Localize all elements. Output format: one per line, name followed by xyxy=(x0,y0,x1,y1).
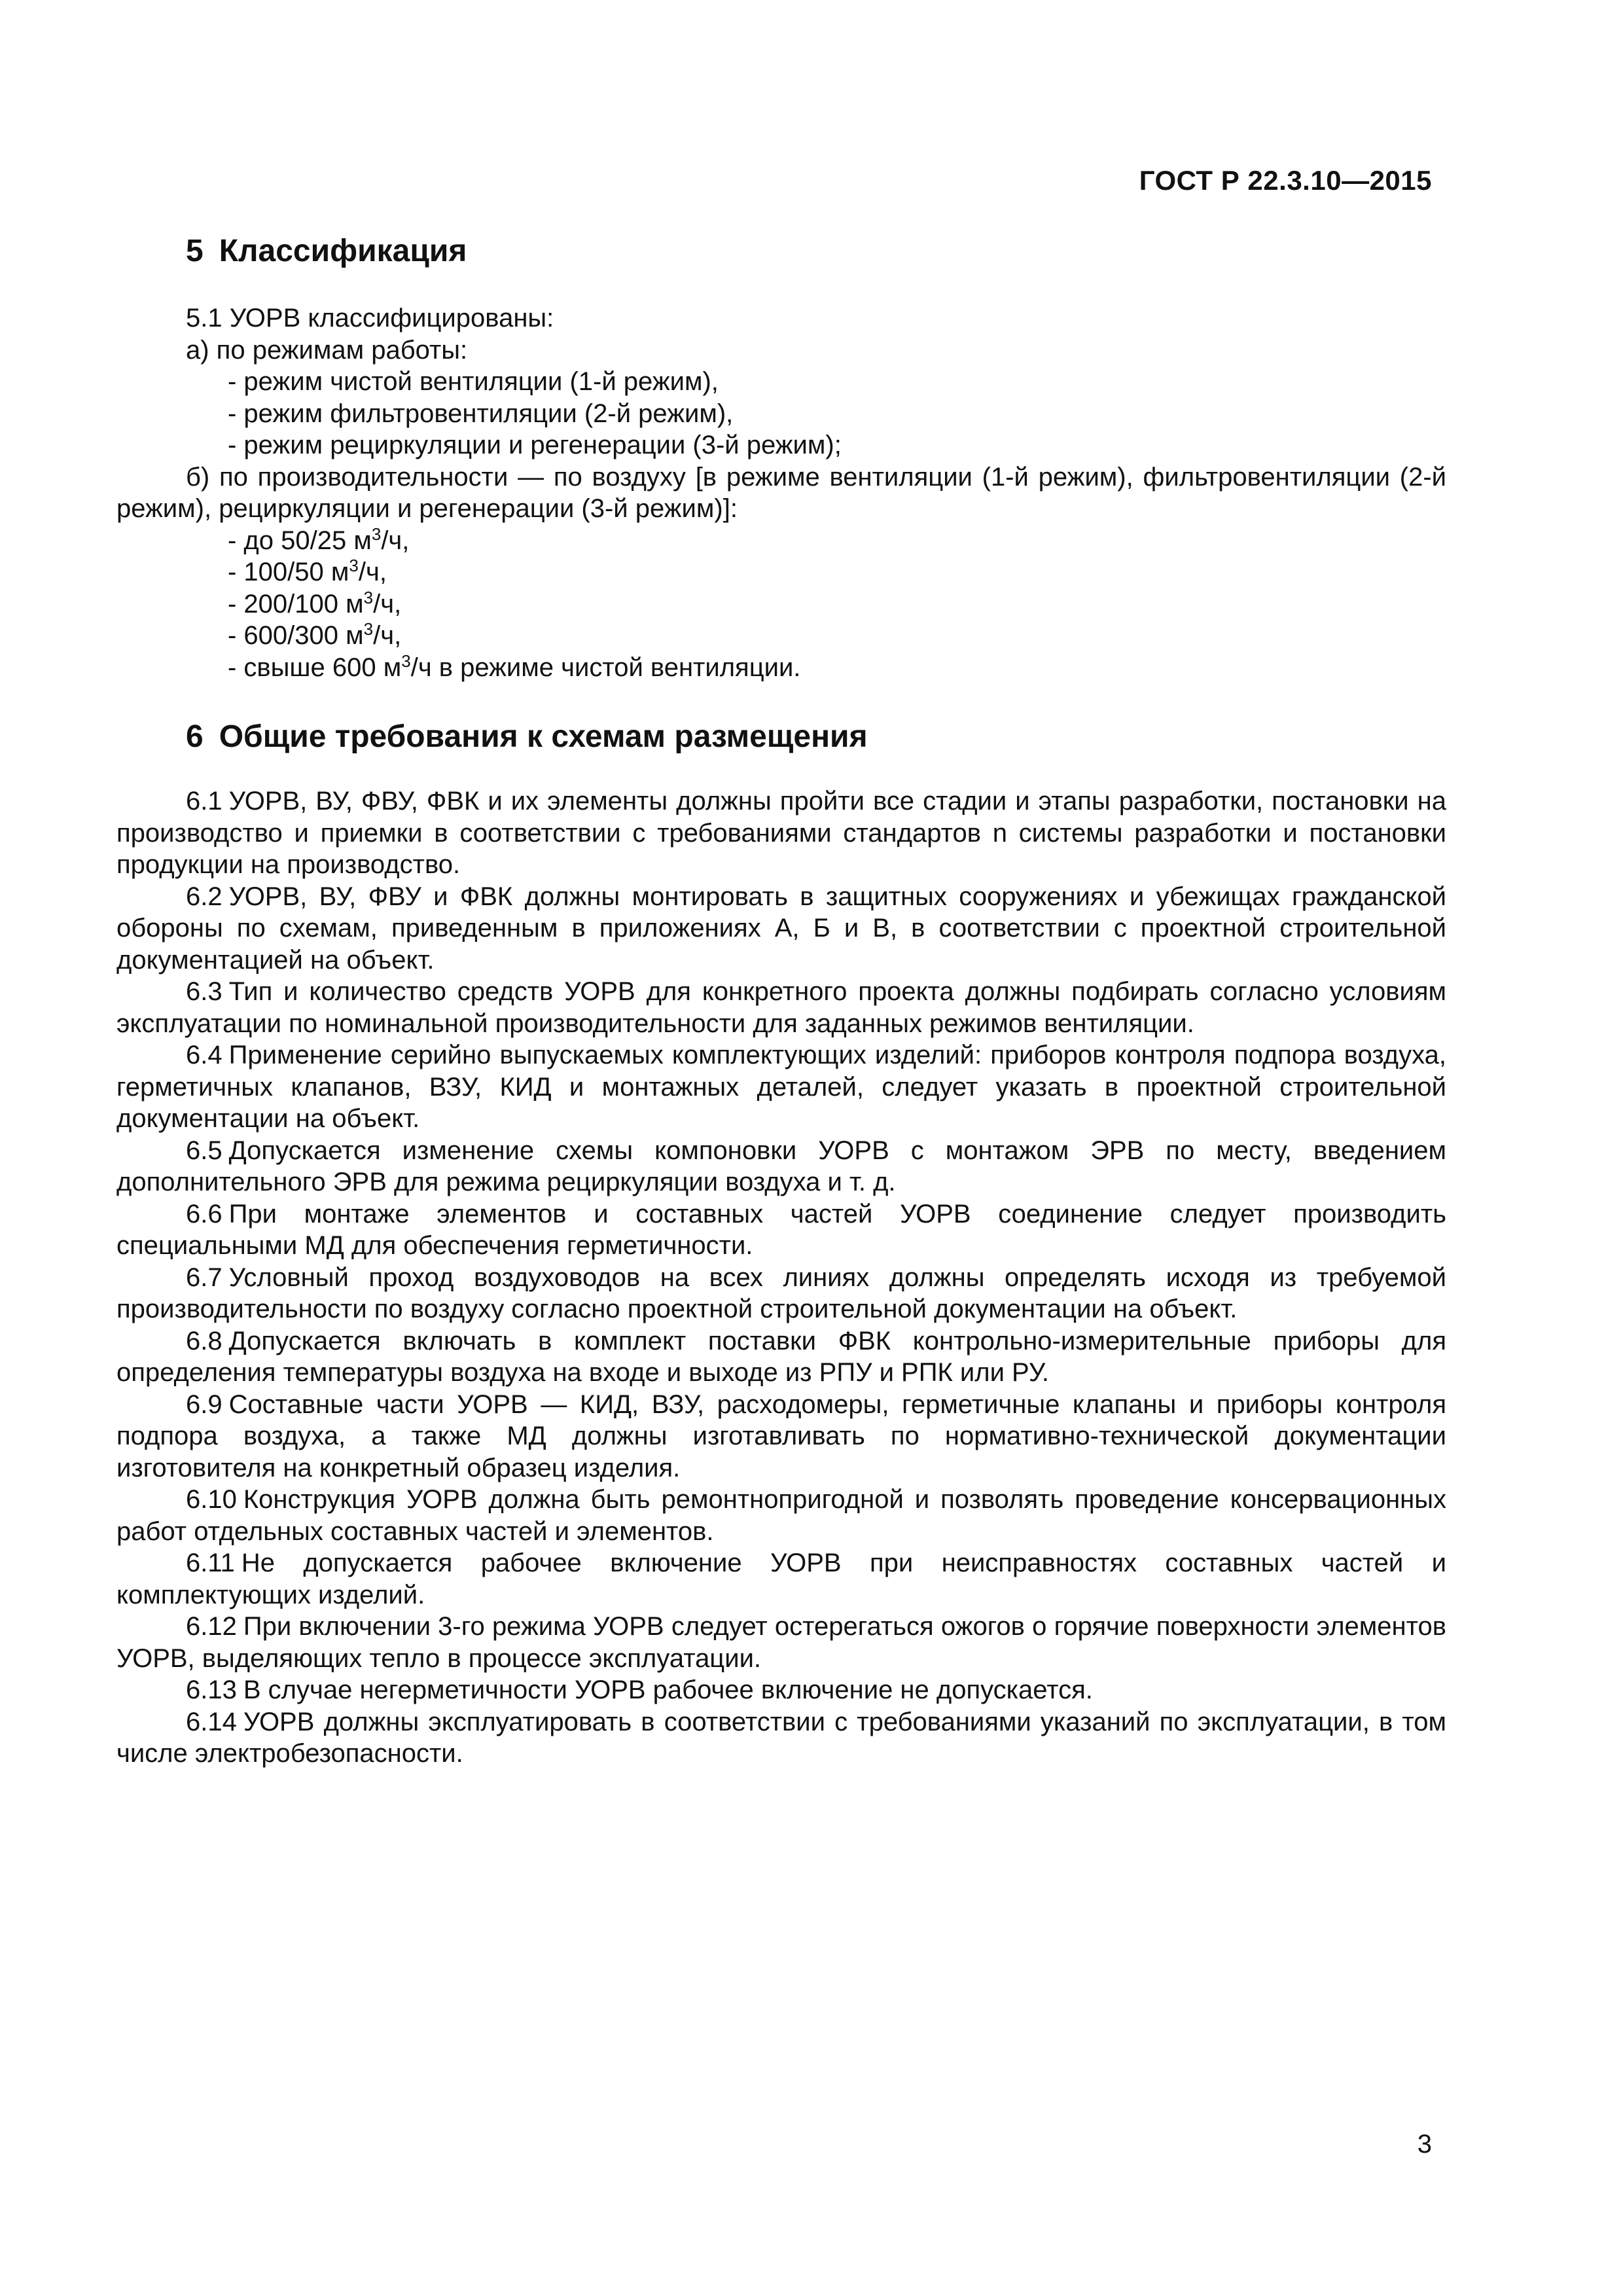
clause-text: При монтаже элементов и составных частей УОРВ соединение следует производить специальными МД для обеспечения герметичности. xyxy=(116,1199,1446,1260)
clause-paragraph xyxy=(116,1262,1446,1325)
clause-number: 6.1 xyxy=(186,787,223,816)
item-a: а) по режимам работы: xyxy=(186,335,468,365)
capacity-item xyxy=(116,620,1446,652)
capacity-superscript: 3 xyxy=(349,556,359,575)
capacity-superscript: 3 xyxy=(401,651,411,671)
capacity-text: - 600/300 м xyxy=(228,621,364,650)
clause-number: 6.10 xyxy=(186,1485,237,1514)
capacity-item xyxy=(116,588,1446,620)
capacity-text: - свыше 600 м xyxy=(228,653,402,682)
clause-text: При включении 3-го режима УОРВ следует остерегаться ожогов о горячие поверхности элементов УОРВ, выделяющих тепло в процессе эксплуатации. xyxy=(116,1612,1446,1673)
capacity-superscript: 3 xyxy=(363,619,374,639)
section-6-title: Общие требования к схемам размещения xyxy=(219,719,868,754)
clause-paragraph xyxy=(116,785,1446,881)
clause-text: В случае негерметичности УОРВ рабочее включение не допускается. xyxy=(243,1676,1093,1704)
item-b: б) по производительности — по воздуху [в режиме вентиляции (1-й режим), фильтровентиляции (2-й режим), рециркуляции и регенерации (3-й режим)]: xyxy=(116,462,1446,523)
capacity-superscript: 3 xyxy=(371,524,382,544)
clause-paragraph xyxy=(116,1706,1446,1770)
capacity-text: - до 50/25 м xyxy=(228,526,372,555)
capacity-text: - 200/100 м xyxy=(228,589,364,619)
clause-paragraph xyxy=(116,976,1446,1039)
clause-text: Конструкция УОРВ должна быть ремонтнопригодной и позволять проведение консервационных работ отдельных составных частей и элементов. xyxy=(116,1485,1446,1546)
mode-item: - режим рециркуляции и регенерации (3-й режим); xyxy=(228,431,842,459)
section-6-heading xyxy=(186,719,1446,755)
clause-number: 6.2 xyxy=(186,882,223,911)
page-number: 3 xyxy=(1417,2130,1432,2159)
section-5-heading xyxy=(186,233,1446,270)
clause-number: 6.6 xyxy=(186,1199,223,1229)
section-5-number: 5 xyxy=(186,234,204,268)
clause-paragraph xyxy=(116,1611,1446,1674)
clause-number: 6.4 xyxy=(186,1041,223,1069)
capacity-item xyxy=(116,556,1446,588)
clause-text: Составные части УОРВ — КИД, ВЗУ, расходомеры, герметичные клапаны и приборы контроля подпора воздуха, а также МД должны изготавливать по нормативно-технической документации изготовителя на конкретный образец изделия. xyxy=(116,1390,1446,1482)
clause-number: 6.12 xyxy=(186,1612,237,1641)
clause-paragraph xyxy=(116,1135,1446,1198)
clause-text: Тип и количество средств УОРВ для конкретного проекта должны подбирать согласно условиям эксплуатации по номинальной производительности для заданных режимов вентиляции. xyxy=(116,977,1446,1038)
capacity-unit: /ч в режиме чистой вентиляции. xyxy=(410,653,801,682)
capacity-item xyxy=(116,525,1446,557)
capacity-text: - 100/50 м xyxy=(228,558,349,586)
clause-paragraph xyxy=(116,881,1446,977)
clause-number: 6.13 xyxy=(186,1676,237,1704)
capacity-unit: /ч, xyxy=(373,621,402,650)
clause-number: 6.9 xyxy=(186,1390,223,1419)
section-6-paragraphs xyxy=(116,785,1446,1770)
capacity-unit: /ч, xyxy=(381,526,410,555)
mode-item: - режим фильтровентиляции (2-й режим), xyxy=(228,399,734,428)
capacity-unit: /ч, xyxy=(358,558,387,586)
section-6-number: 6 xyxy=(186,719,204,754)
clause-5-1: 5.1 УОРВ классифицированы: xyxy=(186,304,554,332)
clause-number: 6.3 xyxy=(186,977,223,1006)
document-code: ГОСТ Р 22.3.10—2015 xyxy=(1139,165,1432,196)
clause-text: УОРВ должны эксплуатировать в соответствии с требованиями указаний по эксплуатации, в том числе электробезопасности. xyxy=(116,1707,1446,1768)
clause-text: Применение серийно выпускаемых комплектующих изделий: приборов контроля подпора воздуха, герметичных клапанов, ВЗУ, КИД и монтажных деталей, следует указать в проектной строительной документации на объект. xyxy=(116,1041,1446,1133)
capacity-unit: /ч, xyxy=(373,589,402,619)
clause-number: 6.8 xyxy=(186,1326,223,1355)
clause-paragraph xyxy=(116,1325,1446,1389)
clause-number: 6.14 xyxy=(186,1707,237,1736)
clause-paragraph xyxy=(116,1674,1446,1706)
clause-paragraph xyxy=(116,1484,1446,1547)
capacity-item xyxy=(116,652,1446,684)
clause-text: Условный проход воздуховодов на всех линиях должны определять исходя из требуемой производительности по воздуху согласно проектной строительной документации на объект. xyxy=(116,1263,1446,1323)
clause-text: Не допускается рабочее включение УОРВ при неисправностях составных частей и комплектующих изделий. xyxy=(116,1549,1446,1609)
clause-text: УОРВ, ВУ, ФВУ, ФВК и их элементы должны пройти все стадии и этапы разработки, постановки на производство и приемки в соответствии с требованиями стандартов n системы разработки и постановки продукции на производство. xyxy=(116,787,1446,879)
section-5-title: Классификация xyxy=(219,234,467,268)
clause-text: Допускается изменение схемы компоновки УОРВ с монтажом ЭРВ по месту, введением дополнительного ЭРВ для режима рециркуляции воздуха и т. д. xyxy=(116,1136,1446,1196)
clause-paragraph xyxy=(116,1198,1446,1262)
clause-text: УОРВ, ВУ, ФВУ и ФВК должны монтировать в защитных сооружениях и убежищах гражданской обороны по схемам, приведенным в приложениях А, Б и В, в соответствии с проектной строительной документацией на объект. xyxy=(116,882,1446,975)
clause-number: 6.11 xyxy=(186,1549,235,1577)
clause-number: 6.5 xyxy=(186,1136,223,1165)
clause-paragraph xyxy=(116,1039,1446,1135)
clause-number: 6.7 xyxy=(186,1263,223,1292)
mode-item: - режим чистой вентиляции (1-й режим), xyxy=(228,367,719,396)
clause-paragraph xyxy=(116,1389,1446,1484)
clause-paragraph xyxy=(116,1547,1446,1611)
capacity-superscript: 3 xyxy=(363,587,374,607)
page-content xyxy=(116,233,1446,1770)
clause-text: Допускается включать в комплект поставки ФВК контрольно-измерительные приборы для определения температуры воздуха на входе и выходе из РПУ и РПК или РУ. xyxy=(116,1326,1446,1387)
